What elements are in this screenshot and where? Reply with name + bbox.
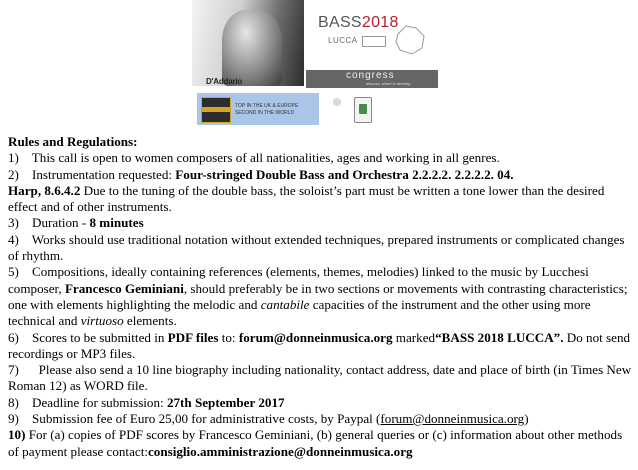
rule-5: 5) Compositions, ideally containing references (elements, themes, melodies) linked to the music by Lucchesi composer, Francesco Geminiani, should preferably be in two sections or movements with contrasting characteristics; one with elements highlighting the melodic and cantabile capacities of the instrument and the other using more technical and virtuoso elements.: [8, 264, 628, 329]
rule-10: 10) For (a) copies of PDF scores by Francesco Geminiani, (b) general queries or (c) information about other methods of payment please contact:consiglio.amministrazione@donneinmusica.org: [8, 427, 623, 459]
top10-badge-icon: [201, 97, 231, 123]
bass2018-title: BASS2018: [318, 14, 399, 31]
performer-silhouette: [222, 10, 282, 86]
header-banner: [0, 0, 638, 128]
rule-4: 4) Works should use traditional notation without extended techniques, prepared instruments or complicated changes of rhythm.: [8, 231, 625, 264]
bassist-photo: [192, 0, 304, 86]
rule-6: 6) Scores to be submitted in PDF files to: forum@donneinmusica.org marked“BASS 2018 LUCCA”. Do not send recordings or MP3 files.: [8, 329, 631, 361]
rule-8: 8) Deadline for submission: 27th September 2017: [8, 394, 285, 410]
congress-title: congress: [346, 70, 395, 81]
emblem-icon: [354, 97, 372, 123]
rule-9: 9) Submission fee of Euro 25,00 for administrative costs, by Paypal (forum@donneinmusica.org): [8, 411, 529, 427]
rules-heading: Rules and Regulations:: [8, 134, 138, 149]
rules-document: [8, 134, 634, 460]
rule-3: 3) Duration - 8 minutes: [8, 215, 144, 231]
ranking-text: TOP IN THE UK & EUROPE SECOND IN THE WORLD: [235, 103, 299, 116]
rule-2: 2) Instrumentation requested: Four-stringed Double Bass and Orchestra 2.2.2.2. 2.2.2.2. 04. Harp, 8.6.4.2 Due to the tuning of the double bass, the soloist’s part must be written a tone lower than the desired effect and of other instruments.: [8, 166, 605, 215]
lucca-label: LUCCA: [328, 36, 358, 45]
daddario-logo: D'Addario: [206, 77, 243, 86]
city-map-icon: [390, 20, 430, 60]
congress-banner: [306, 70, 438, 88]
congress-tagline: discuss, share & develop: [366, 81, 411, 86]
ranking-badge-panel: [197, 93, 319, 125]
rule-1: 1) This call is open to women composers of all nationalities, ages and working in all genres.: [8, 150, 500, 166]
bass2018-logo: [306, 0, 438, 70]
lucca-tag-box: [362, 36, 386, 47]
paypal-email-link[interactable]: forum@donneinmusica.org: [380, 411, 525, 427]
partner-logo: [327, 96, 347, 122]
rule-7: 7) Please also send a 10 line biography including nationality, contact address, date and place of birth (in Times New Roman 12) as WORD file.: [8, 362, 632, 394]
